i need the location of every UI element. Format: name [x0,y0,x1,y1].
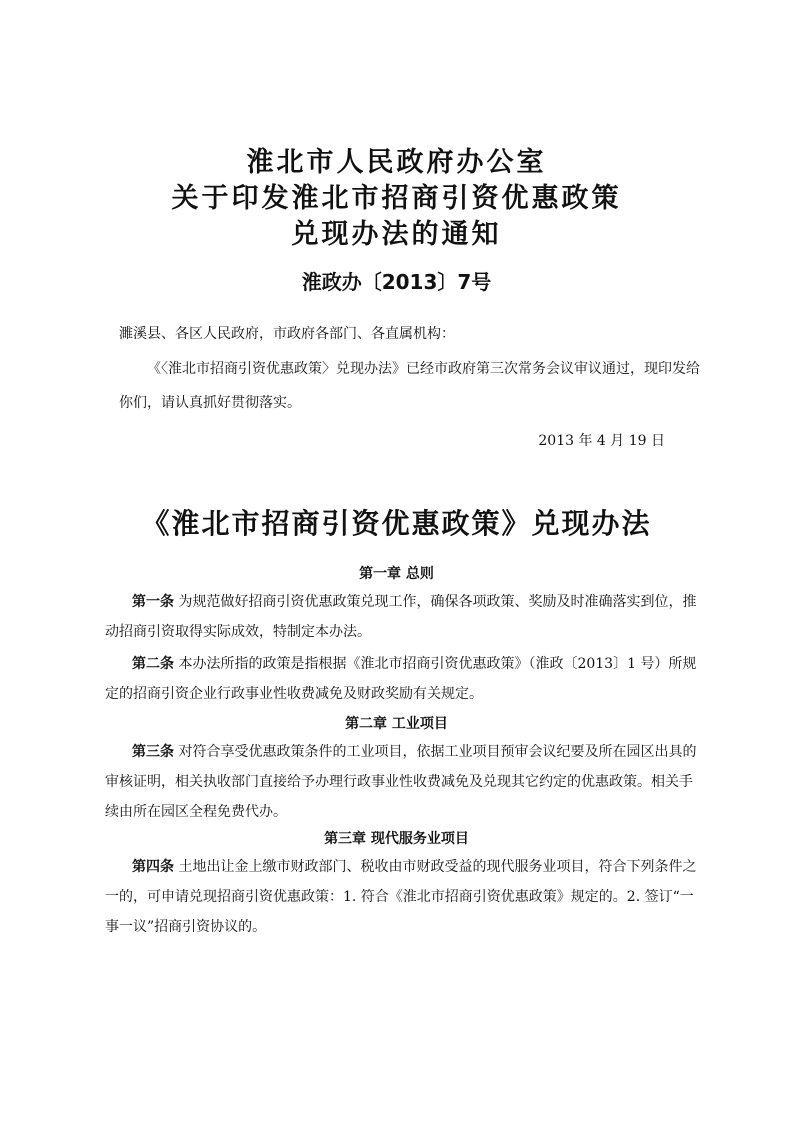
article-line: 事一议”招商引资协议的。 [105,919,267,935]
article-text: 对符合享受优惠政策条件的工业项目，依据工业项目预审会议纪要及所在园区出具的 [174,744,697,760]
article-line [132,738,696,766]
article-line [132,650,696,678]
chapter-heading: 第二章 工业项目 [345,716,448,732]
article-line: 定的招商引资企业行政事业性收费减免及财政奖励有关规定。 [105,686,483,702]
notice-title-line-2: 关于印发淮北市招商引资优惠政策 [171,183,622,214]
article-line [132,853,696,881]
measures-title: 《淮北市招商引资优惠政策》兑现办法 [141,507,652,540]
issue-date: 2013 年 4 月 19 日 [538,433,665,449]
recipients-line: 濉溪县、各区人民政府，市政府各部门、各直属机构： [119,326,455,342]
article-text: 为规范做好招商引资优惠政策兑现工作，确保各项政策、奖励及时准确落实到位，推 [174,594,697,610]
chapter-heading: 第一章 总则 [359,566,434,582]
article-text: 土地出让金上缴市财政部门、税收由市财政受益的现代服务业项目，符合下列条件之 [174,859,697,875]
article-line: 审核证明，相关执收部门直接给予办理行政事业性收费减免及兑现其它约定的优惠政策。相关手 [105,774,693,790]
notice-title-line-1: 淮北市人民政府办公室 [246,147,547,178]
notice-body-line-1: 《〈淮北市招商引资优惠政策〉兑现办法》已经市政府第三次常务会议审议通过，现印发给 [147,361,700,377]
article-text: 本办法所指的政策是指根据《淮北市招商引资优惠政策》（淮政〔2013〕1 号）所规 [174,656,697,672]
chapter-heading: 第三章 现代服务业项目 [324,831,469,847]
article-label: 第二条 [132,656,174,672]
article-line: 一的，可申请兑现招商引资优惠政策：1. 符合《淮北市招商引资优惠政策》规定的。2. 签订“一 [105,889,694,905]
notice-title-line-3: 兑现办法的通知 [291,219,502,250]
article-line: 续由所在园区全程免费代办。 [105,804,287,820]
document-number: 淮政办〔2013〕7号 [301,270,492,294]
article-label: 第一条 [132,594,174,610]
article-line [132,588,696,616]
article-label: 第三条 [132,744,174,760]
article-line: 动招商引资取得实际成效，特制定本办法。 [105,624,371,640]
article-label: 第四条 [132,859,174,875]
notice-body-line-2: 你们，请认真抓好贯彻落实。 [119,395,301,411]
